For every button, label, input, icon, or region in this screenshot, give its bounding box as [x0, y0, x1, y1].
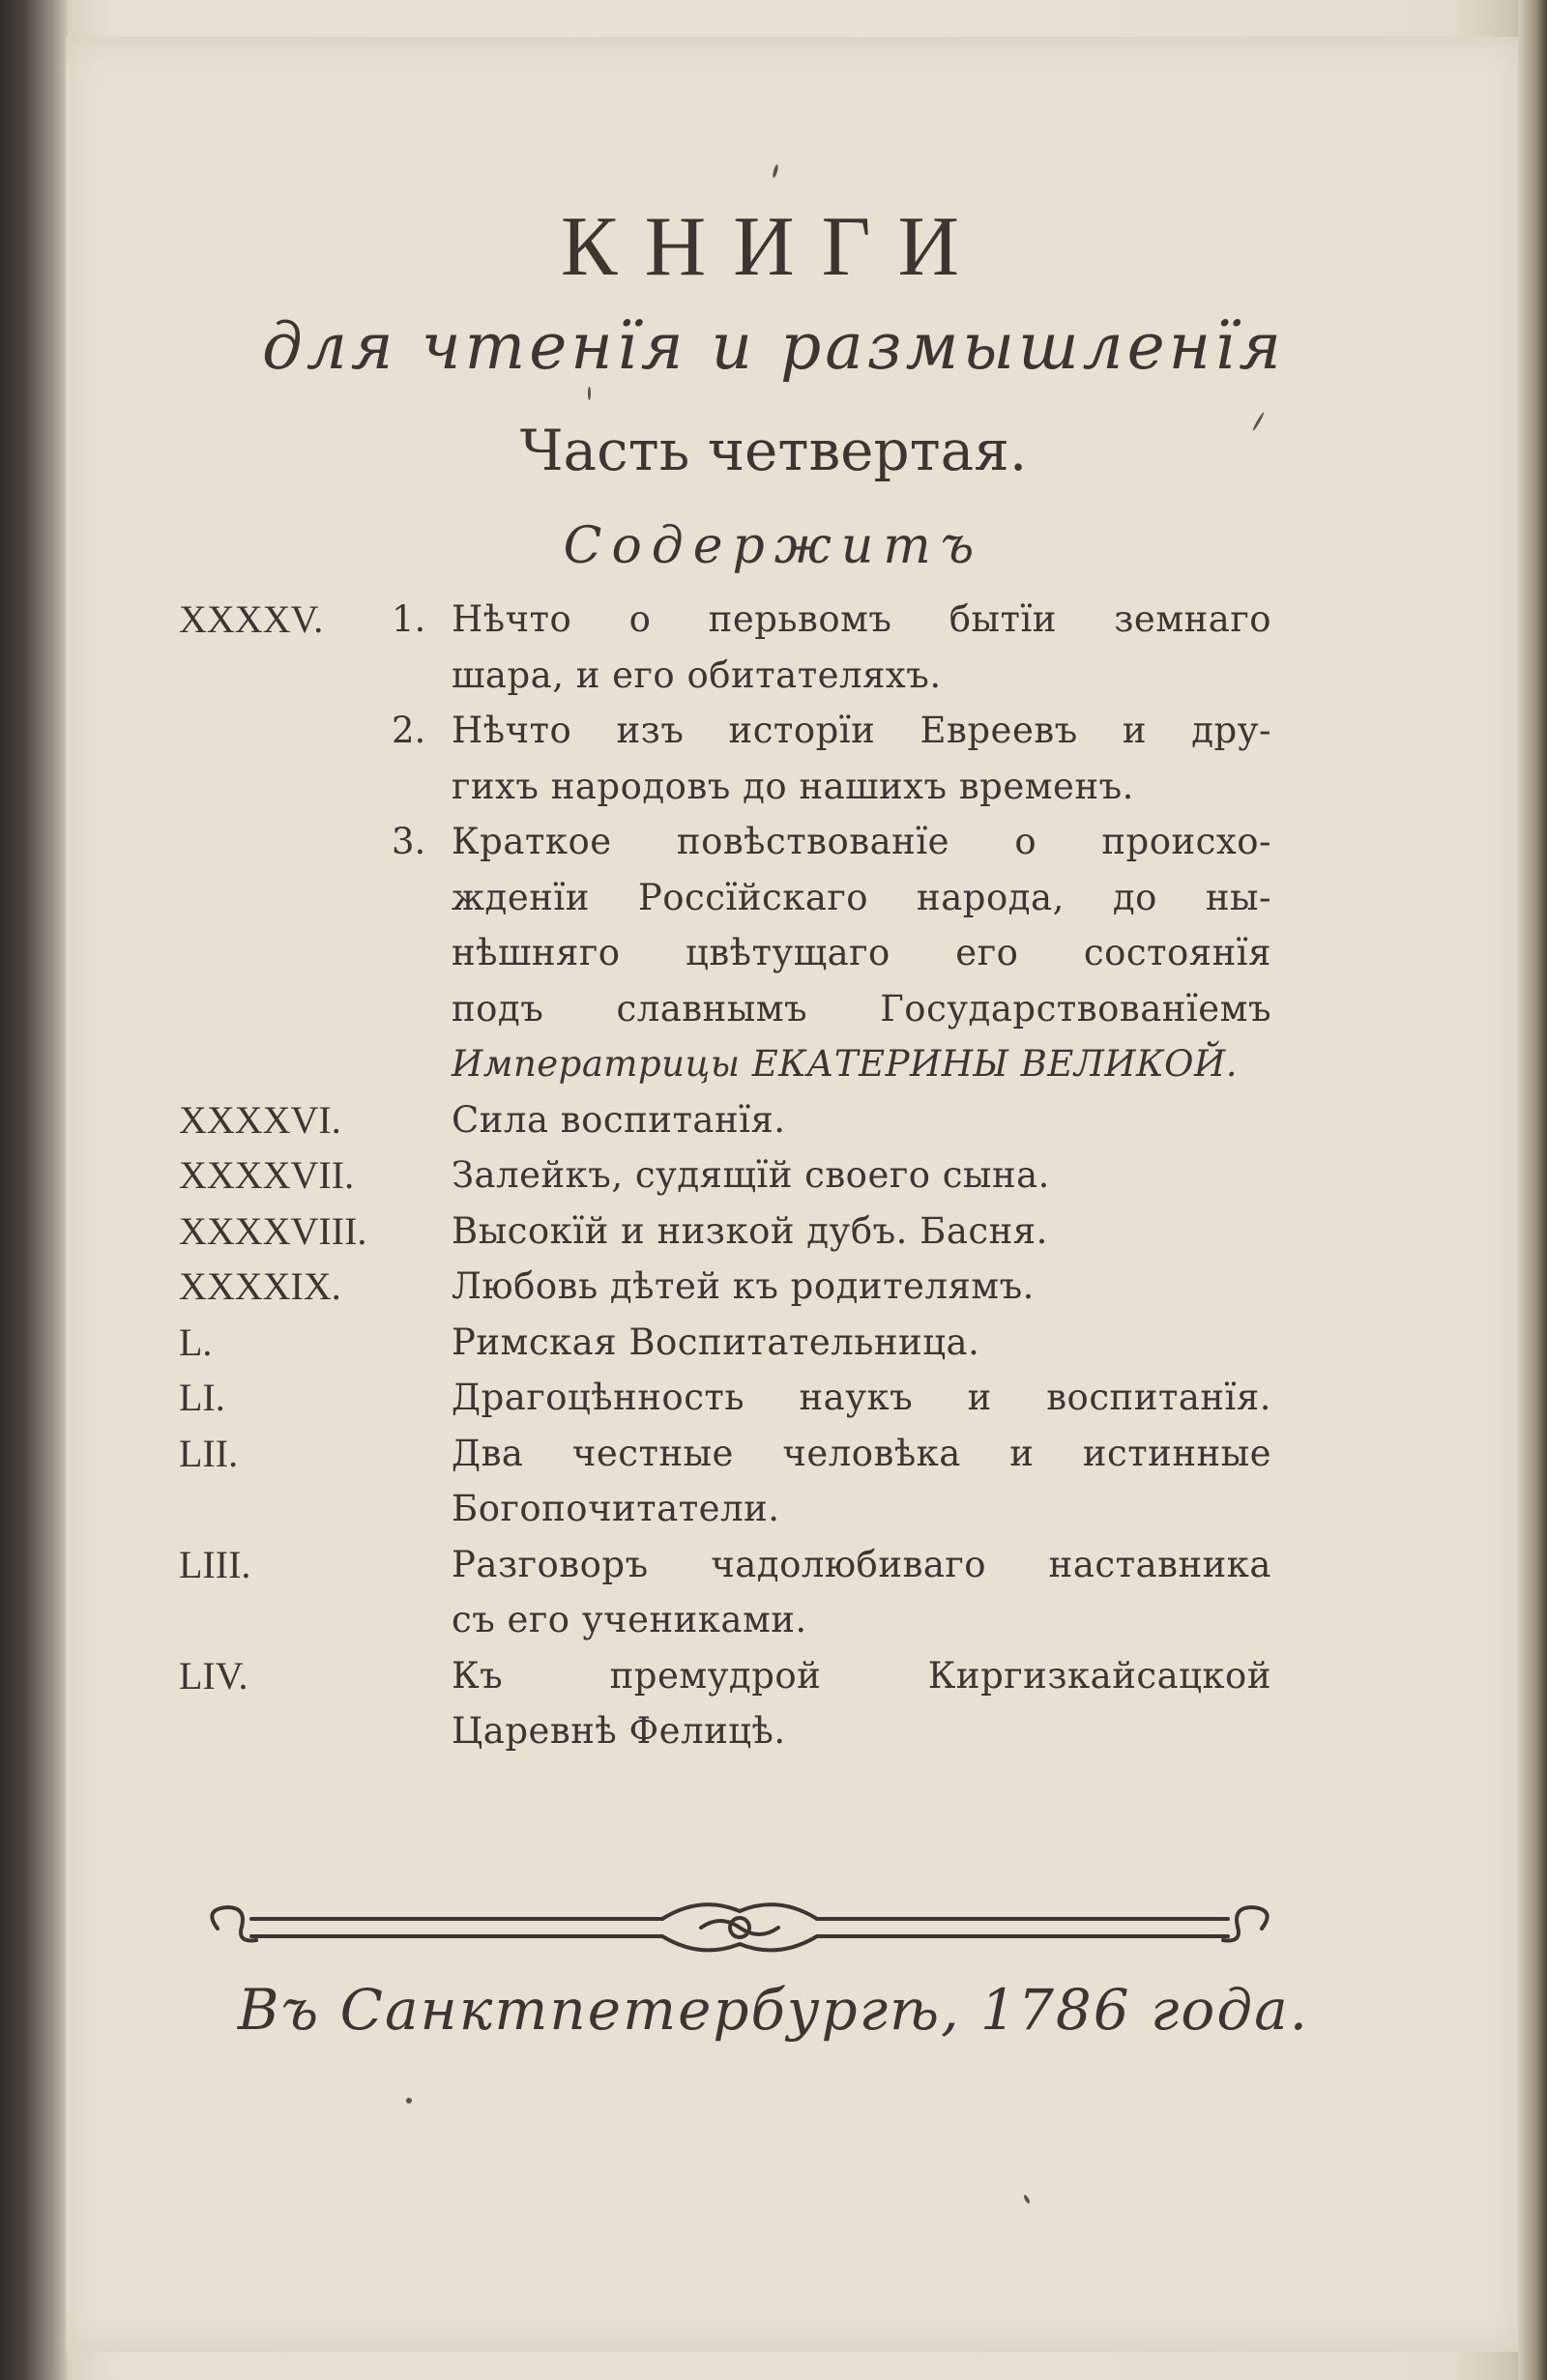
- toc-row: [179, 1036, 1271, 1092]
- ornament-divider-icon: [198, 1890, 1281, 1967]
- toc-roman-numeral: LII.: [179, 1431, 239, 1475]
- toc-item-text: Любовь дѣтей къ родителямъ.: [452, 1265, 1035, 1307]
- part-heading: Часть четвертая.: [519, 418, 1028, 483]
- imprint-line: Въ Санктпетербургѣ, 1786 года.: [237, 1977, 1310, 2043]
- toc-item-number: 2.: [392, 710, 426, 751]
- ink-speck: [588, 387, 591, 400]
- toc-item-text: Царевнѣ Фелицѣ.: [452, 1710, 786, 1752]
- toc-row: [179, 703, 1271, 759]
- book-title: КНИГИ: [560, 200, 987, 294]
- toc-item-text: [452, 1036, 1271, 1092]
- toc-row: [179, 1426, 1271, 1482]
- toc-italic-name: ЕКАТЕРИНЫ ВЕЛИКОЙ.: [740, 1043, 1239, 1085]
- toc-roman-numeral: XXXXVII.: [179, 1153, 355, 1197]
- toc-item-text: Нѣчто о перьвомъ бытїи земнаго: [452, 598, 1271, 640]
- contents-heading: Содержитъ: [563, 517, 984, 575]
- toc-roman-numeral: L.: [179, 1320, 213, 1364]
- toc-item-text: Залейкъ, судящїй своего сына.: [452, 1154, 1050, 1196]
- toc-item-number: 3.: [392, 821, 426, 862]
- toc-item-text: Сила воспитанїя.: [452, 1098, 786, 1141]
- toc-row: [179, 1370, 1271, 1426]
- toc-row: [179, 1147, 1271, 1204]
- toc-item-text: нѣшняго цвѣтущаго его состоянїя: [452, 932, 1271, 973]
- toc-row: [179, 592, 1271, 648]
- toc-item-text: Разговоръ чадолюбиваго наставника: [452, 1543, 1271, 1585]
- toc-row: [179, 814, 1271, 870]
- toc-item-text: съ его учениками.: [452, 1599, 807, 1640]
- toc-roman-numeral: LI.: [179, 1376, 225, 1419]
- toc-item-text: Краткое повѣствованїе о происхо-: [452, 821, 1271, 862]
- toc-row: [179, 1648, 1271, 1704]
- toc-row: [179, 1592, 1271, 1648]
- toc-row: [179, 870, 1271, 926]
- toc-item-text: жденїи Россїйскаго народа, до ны-: [452, 876, 1271, 918]
- toc-row: [179, 648, 1271, 704]
- toc-italic-word: Императрицы: [452, 1043, 741, 1085]
- toc-roman-numeral: XXXXVIII.: [179, 1208, 367, 1253]
- toc-row: [179, 925, 1271, 981]
- toc-row: [179, 1204, 1271, 1260]
- toc-item-text: Къ премудрой Киргизкайсацкой: [452, 1654, 1271, 1697]
- toc-row: [179, 1537, 1271, 1593]
- toc-row: [179, 1259, 1271, 1315]
- toc-roman-numeral: XXXXIX.: [179, 1264, 341, 1308]
- toc-row: [179, 1092, 1271, 1148]
- toc-item-text: Римская Воспитательница.: [452, 1321, 980, 1363]
- toc-roman-numeral: LIII.: [179, 1542, 251, 1586]
- toc-row: [179, 1481, 1271, 1537]
- toc-roman-numeral: XXXXVI.: [179, 1097, 341, 1142]
- toc-roman-numeral: LIV.: [179, 1653, 248, 1698]
- toc-item-text: Нѣчто изъ исторїи Евреевъ и дру-: [452, 710, 1271, 751]
- book-subtitle: для чтенїя и размышленїя: [262, 309, 1285, 384]
- toc-item-text: Два честные человѣка и истинные: [452, 1432, 1271, 1474]
- toc-row: [179, 1315, 1271, 1371]
- toc-item-text: Богопочитатели.: [452, 1488, 780, 1529]
- toc-item-text: Драгоцѣнность наукъ и воспитанїя.: [452, 1377, 1271, 1418]
- toc-item-text: гихъ народовъ до нашихъ временъ.: [452, 765, 1134, 807]
- toc-item-number: 1.: [392, 598, 426, 640]
- toc-row: [179, 759, 1271, 815]
- toc-item-text: подъ славнымъ Государствованїемъ: [452, 987, 1271, 1030]
- ink-speck: [406, 2098, 412, 2104]
- toc-item-text: шара, и его обитателяхъ.: [452, 653, 942, 696]
- toc-item-text: Высокїй и низкой дубъ. Басня.: [452, 1209, 1048, 1252]
- table-of-contents: [179, 592, 1271, 1759]
- toc-row: [179, 981, 1271, 1037]
- toc-row: [179, 1703, 1271, 1759]
- toc-roman-numeral: XXXXV.: [179, 597, 324, 641]
